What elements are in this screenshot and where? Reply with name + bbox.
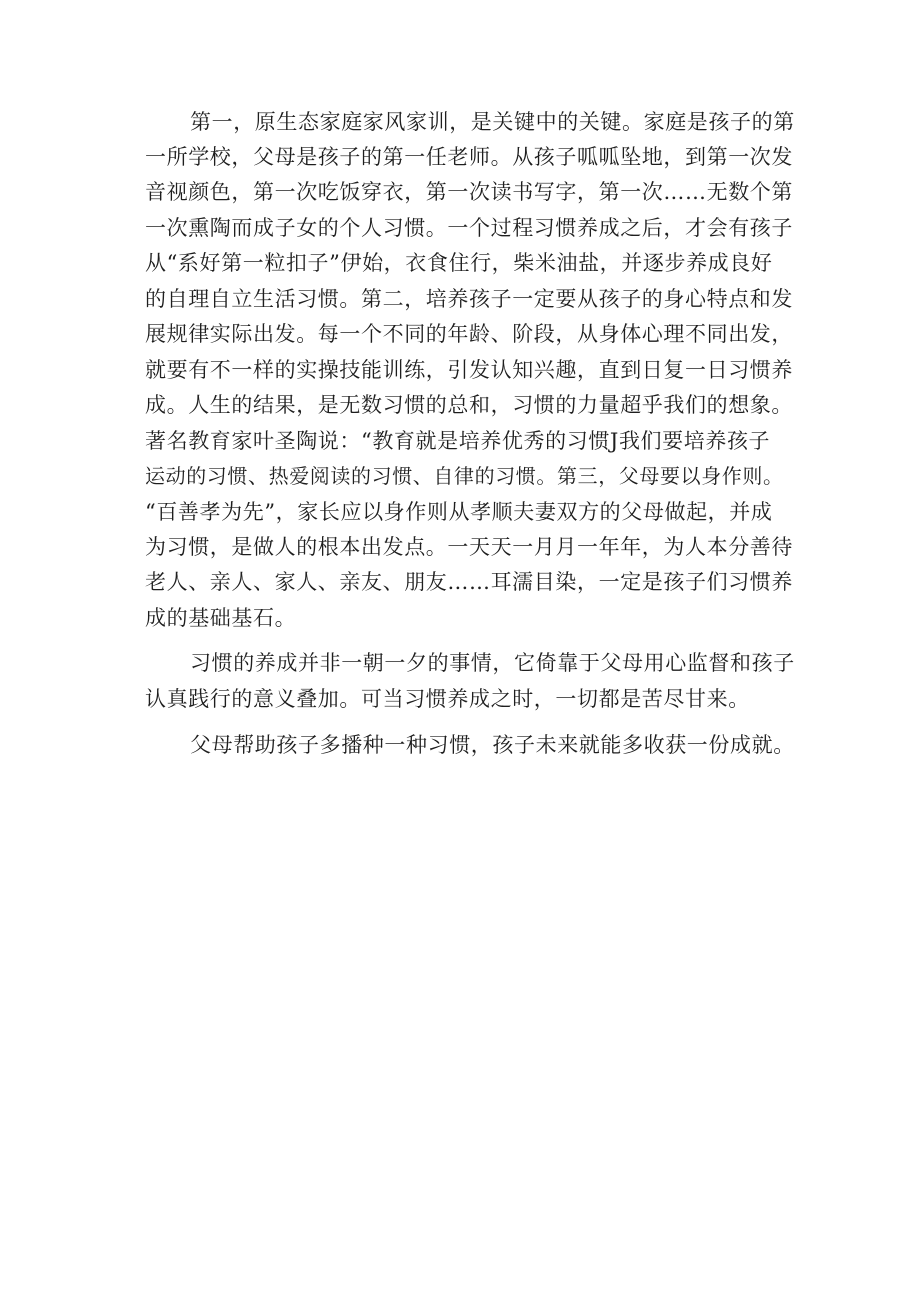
paragraph-1-line-8: 就要有不一样的实操技能训练，引发认知兴趣，直到日复一日习惯养	[145, 358, 793, 382]
paragraph-1-line-4: 一次熏陶而成子女的个人习惯。一个过程习惯养成之后，才会有孩子	[145, 216, 793, 240]
paragraph-3-line-1: 父母帮助孩子多播种一种习惯，孩子未来就能多收获一份成就。	[190, 733, 795, 757]
paragraph-1-line-15: 成的基础基石。	[145, 606, 297, 630]
paragraph-1-line-5: 从“系好第一粒扣子”伊始，衣食住行，柴米油盐，并逐步养成良好	[145, 251, 773, 275]
paragraph-1-line-3: 音视颜色，第一次吃饭穿衣，第一次读书写字，第一次……无数个第	[145, 180, 793, 204]
paragraph-1-line-13: 为习惯，是做人的根本出发点。一天天一月月一年年，为人本分善待	[145, 535, 793, 559]
paragraph-2-line-2: 认真践行的意义叠加。可当习惯养成之时，一切都是苦尽甘来。	[145, 687, 750, 711]
paragraph-1-line-12: “百善孝为先”，家长应以身作则从孝顺夫妻双方的父母做起，并成	[145, 500, 773, 524]
paragraph-1-line-10: 著名教育家叶圣陶说：“教育就是培养优秀的习惯J我们要培养孩子	[145, 429, 771, 453]
paragraph-1-line-11: 运动的习惯、热爱阅读的习惯、自律的习惯。第三，父母要以身作则。	[145, 464, 784, 488]
paragraph-1-line-2: 一所学校，父母是孩子的第一任老师。从孩子呱呱坠地，到第一次发	[145, 145, 793, 169]
paragraph-1-line-1: 第一，原生态家庭家风家训，是关键中的关键。家庭是孩子的第	[190, 110, 795, 134]
paragraph-1-line-6: 的自理自立生活习惯。第二，培养孩子一定要从孩子的身心特点和发	[145, 287, 793, 311]
paragraph-1-line-7: 展规律实际出发。每一个不同的年龄、阶段，从身体心理不同出发，	[145, 322, 793, 346]
paragraph-2-line-1: 习惯的养成并非一朝一夕的事情，它倚靠于父母用心监督和孩子	[190, 651, 795, 675]
paragraph-1-line-9: 成。人生的结果，是无数习惯的总和，习惯的力量超乎我们的想象。	[145, 393, 793, 417]
paragraph-1-line-14: 老人、亲人、家人、亲友、朋友……耳濡目染，一定是孩子们习惯养	[145, 570, 793, 594]
